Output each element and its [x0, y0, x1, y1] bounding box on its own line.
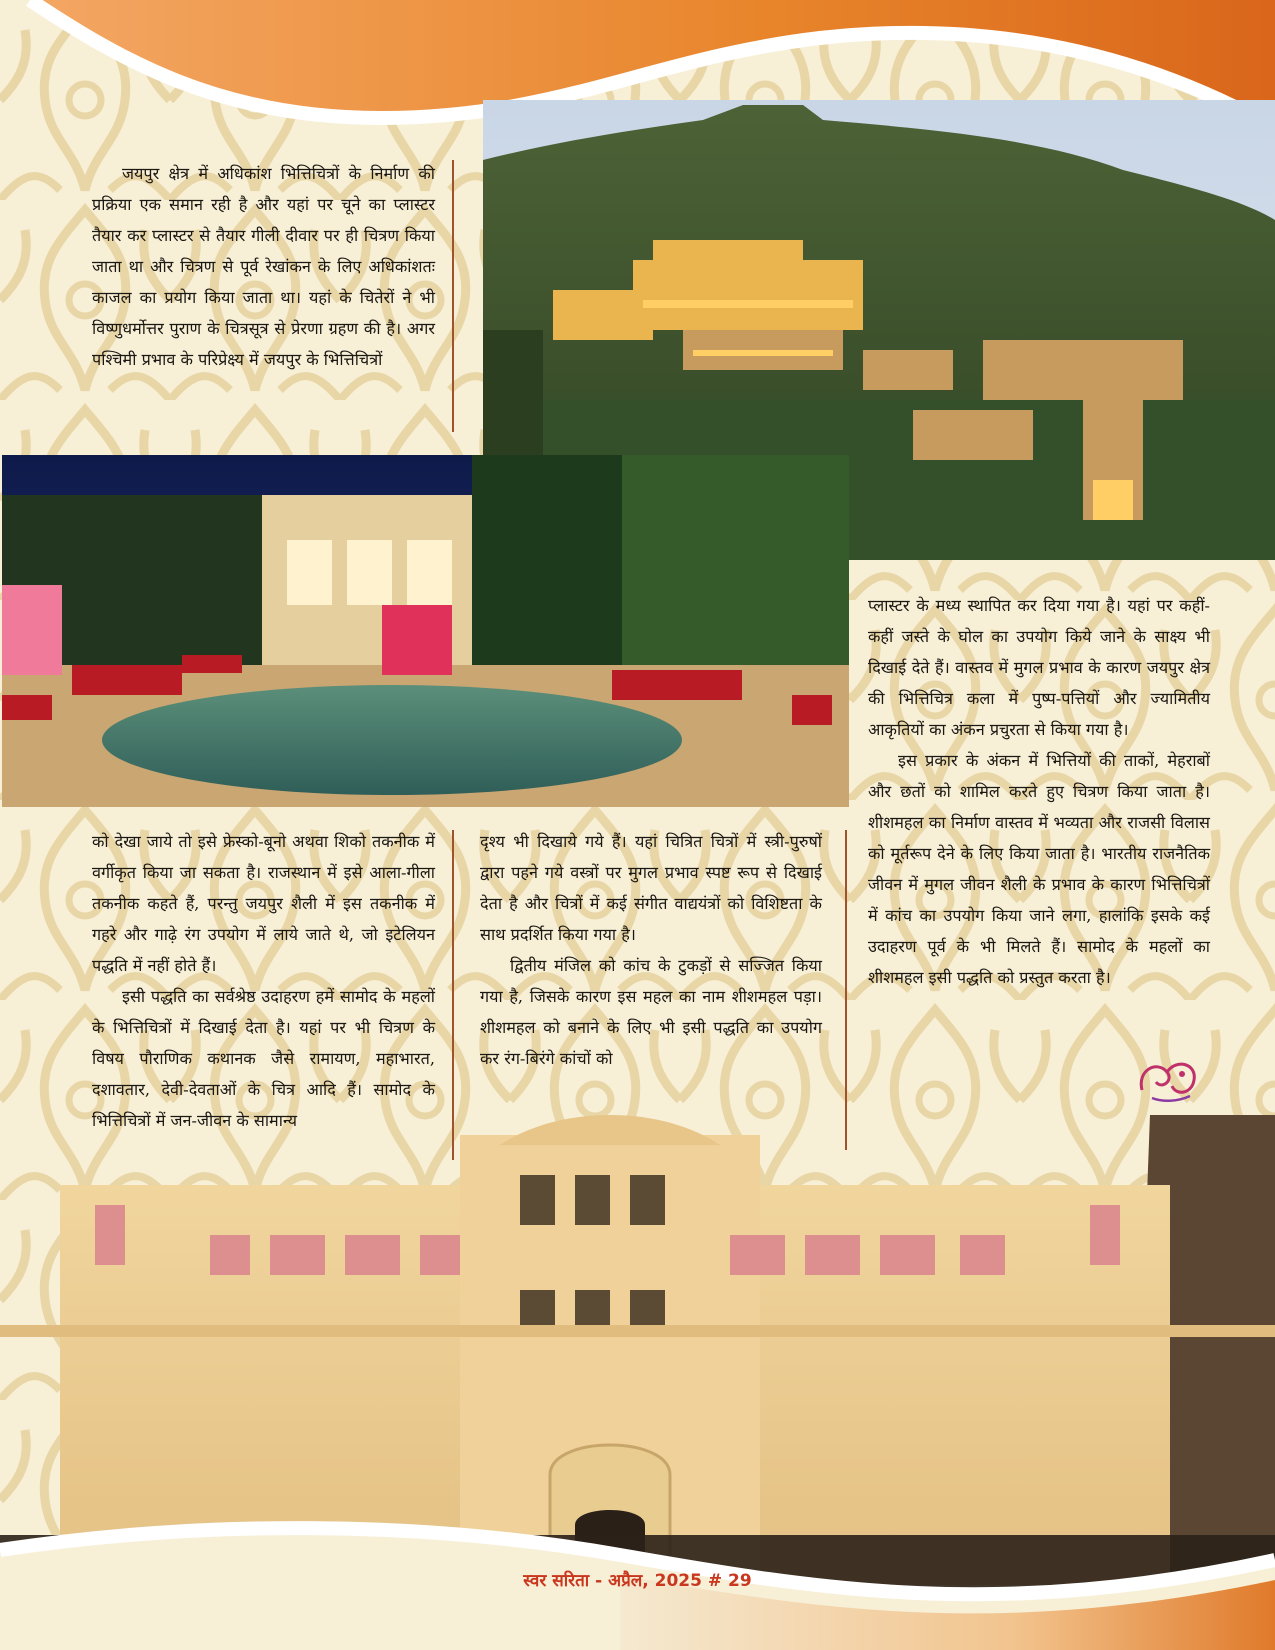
column-right-upper [868, 590, 1210, 993]
column-divider [845, 830, 847, 1150]
publication-name: स्वर सरिता [523, 1571, 590, 1591]
paragraph: दृश्य भी दिखाये गये हैं। यहां चित्रित चित्रों में स्त्री-पुरुषों द्वारा पहने गये वस्त्रों पर मुगल प्रभाव स्पष्ट रूप से दिखाई देता है और चित्रों में कई संगीत वाद्ययंत्रों को विशिष्टता के साथ प्रदर्शित किया गया है। [480, 832, 822, 944]
paragraph: प्लास्टर के मध्य स्थापित कर दिया गया है। यहां पर कहीं-कहीं जस्ते के घोल का उपयोग किये जाने के साक्ष्य भी दिखाई देते हैं। वास्तव में मुगल प्रभाव के कारण जयपुर क्षेत्र की भित्तिचित्र कला में पुष्प-पत्तियों और ज्यामितीय आकृतियों का अंकन प्रचुरता से किया गया है। [868, 596, 1210, 739]
decorative-flourish-icon [1132, 1050, 1204, 1106]
paragraph: द्वितीय मंजिल को कांच के टुकड़ों से सज्जित किया गया है, जिसके कारण इस महल का नाम शीशमहल पड़ा। शीशमहल को बनाने के लिए भी इसी पद्धति का उपयोग कर रंग-बिरंगे कांचों को [480, 956, 822, 1068]
column-top-left [92, 158, 435, 375]
page-footer [0, 1568, 1275, 1591]
paragraph: इसी पद्धति का सर्वश्रेष्ठ उदाहरण हमें सामोद के महलों के भित्तिचित्रों में दिखाई देता है। यहां पर भी चित्रण के विषय पौराणिक कथानक जैसे रामायण, महाभारत, दशावतार, देवी-देवताओं के चित्र आदि हैं। सामोद के भित्तिचित्रों में जन-जीवन के सामान्य [92, 987, 435, 1130]
paragraph: को देखा जाये तो इसे फ्रेस्को-बूनो अथवा शिको तकनीक में वर्गीकृत किया जा सकता है। राजस्थान में इसे आला-गीला तकनीक कहते हैं, परन्तु जयपुर शैली में इस तकनीक में गहरे और गाढ़े रंग उपयोग में लाये जाते थे, जो इटेलियन पद्धति में नहीं होते हैं। [92, 832, 435, 975]
paragraph: जयपुर क्षेत्र में अधिकांश भित्तिचित्रों के निर्माण की प्रक्रिया एक समान रही है और यहां पर चूने का प्लास्टर तैयार कर प्लास्टर से तैयार गीली दीवार पर ही चित्रण किया जाता था और चित्रण से पूर्व रेखांकन के लिए अधिकांशतः काजल का प्रयोग किया जाता था। यहां के चितेरों ने भी विष्णुधर्मोत्तर पुराण के चित्रसूत्र से प्रेरणा ग्रहण की है। अगर पश्चिमी प्रभाव के परिप्रेक्ष्य में जयपुर के भित्तिचित्रों [92, 164, 435, 369]
issue-date: अप्रैल, 2025 [608, 1571, 702, 1591]
page-number: # 29 [701, 1571, 752, 1591]
column-middle-left [92, 826, 435, 1136]
column-divider [452, 830, 454, 1160]
photo-courtyard-pool-night [2, 455, 849, 807]
column-divider [452, 160, 454, 432]
footer-separator: - [589, 1571, 609, 1591]
paragraph: इस प्रकार के अंकन में भित्तियों की ताकों, मेहराबों और छतों को शामिल करते हुए चित्रण किया जाता है। शीशमहल का निर्माण वास्तव में भव्यता और राजसी विलास को मूर्तरूप देने के लिए किया जाता है। भारतीय राजनैतिक जीवन में मुगल जीवन शैली के प्रभाव के कारण भित्तिचित्रों में कांच का उपयोग किया जाने लगा, हालांकि इसके कई उदाहरण पूर्व के भी मिलते हैं। सामोद के महलों का शीशमहल इसी पद्धति को प्रस्तुत करता है। [868, 751, 1210, 987]
column-middle-center [480, 826, 822, 1074]
